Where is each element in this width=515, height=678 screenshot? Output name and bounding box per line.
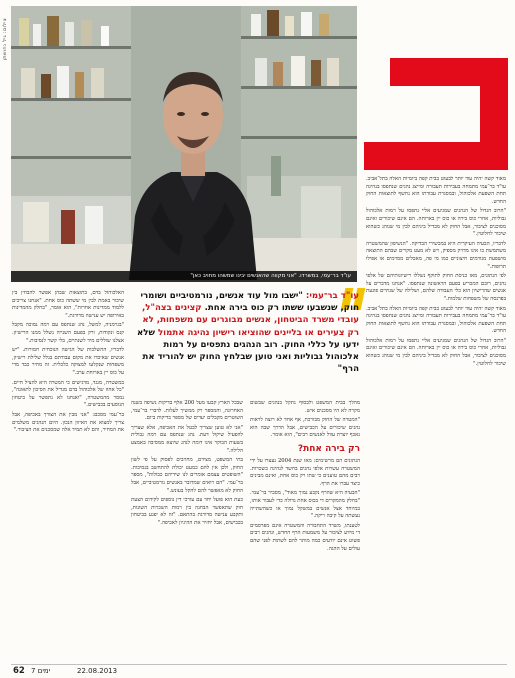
paragraph: "המטרה של החוק מבורכת, אף אחד לא רוצה לראות נהגים שיכורים על הכבישים, אבל הדרך שבה הוא נאכף יוצרת עוול לאנשים רבים", הוא אומר. [250, 417, 360, 439]
paragraph: בתי המשפט, מצידם, מחויבים לפסוק על פי לשון החוק, ולכן אין להם כמעט יכולת להתחשב בנסיבות. "השופטים עצמם אומרים לנו שידיהם כבולות", מספר בר־עמי. "הם רואים שמדובר באנשים נורמטיביים, אבל החוק לא מאפשר להם להקל בעונש." [131, 457, 243, 494]
body-column-mid-left [250, 400, 360, 660]
pull-quote-text: "ישבו מול עוד אנשים, נורמטיביים ושומרי חוק, שנשבעו ששתו רק כוס בירה אחת. [140, 291, 359, 314]
paragraph: "הבעיה היא שהרף נקבע נמוך מאוד", מסביר בר־עמי. "בחלק מהמקרים די בכוס אחת גדולה כדי לעבור אותו, במיוחד אצל אנשים במשקל נמוך או כשהשתייה נעשתה על קיבה ריקה." [250, 490, 360, 520]
paragraph: הנתונים הם מרשימים: מאז שנת 2004 נעצרו על ידי המשטרה עשרות אלפי נהגים בחשד לנהיגה בשכרות. רבים מהם טוענים כי שתו רק כוס אחת, ואינם מבינים כיצד עברו את הרף. [250, 457, 360, 487]
pull-quote-text-end: שלא ידעו על כללי החוק. רוב הנהגים נתפסים על רמות אלכוהול גבוליות ואני טוען שבלחץ החוק יש להוריד את הרף" [136, 327, 359, 375]
paragraph: לדבריו, הבעיה העיקרית היא במכשירי הבדיקה. "הנשיפון שהמשטרה משתמשת בו אינו מדויק מספיק, ויש לא מעט מקרים שבהם התוצאה מושפעת מגורמים חיצוניים כמו מי פה, מאכלים מסוימים או אפילו תרופות." [366, 240, 506, 270]
page-footer [11, 664, 507, 675]
paragraph: במשטרה, מנגד, מדגישים כי המטרה היא להציל חיים. "כל אחוז של אלכוהול בדם מגדיל את הסיכון לתאונה", נמסר מהמשטרה, "ואנחנו לא נתפשר על ביטחון הנוסעים בכבישים." [12, 379, 124, 409]
page-number: 62 [13, 666, 25, 676]
paragraph: בר־עמי מסכם: "אני מבין את הצורך באכיפה, אבל צריך למצוא את האיזון הנכון. היום הנהגים משלמים את המחיר, והם לא תמיד אלה שמסכנים את הציבור." [12, 411, 124, 434]
magazine-name: 7 ימים [31, 667, 51, 675]
photo-credit: צילום: גיל נחושתן [2, 18, 8, 61]
section-red-letter-logo [364, 58, 514, 170]
paragraph: "בגרמניה, למשל, נהג שנתפס עם רמה נמוכה מקבל קנס ונקודות, ורק בפעם השנייה נשלל ממנו הרישיון. אצלנו שוללים מיד לשנתיים, בלי קשר לנסיבות." [12, 322, 124, 344]
paragraph: מהלך בבית המשפט ולבסוף נתקל בנהגים שבשום מקרה לא היו מסכנים איש. [250, 400, 360, 414]
pull-quote [129, 290, 359, 396]
paragraph: האלכוהול בדם, בתוצאות שבהן אפשר להבחין בין שיכור באמת לבין מי ששתה כוס אחת. "אנחנו צריכים ללמוד ממדינות אחרות", הוא אומר, "בחלק מהמדינות באירופה יש ענישה מדורגת." [12, 290, 124, 319]
pull-quote-speaker: עו"ד בר־עמי: [305, 291, 359, 301]
paragraph: שבכל הארץ קבעו מעל 200 אלף בדיקות נשיפה בשנה האחרונה, והמספר רק ממשיך לעלות. לדברי בר־עמי, השוטרים מקבלים יעדים של מספר בדיקות ביום. [131, 400, 243, 422]
subhead: רק בירה אחת? [297, 443, 360, 454]
paragraph: כעת הוא פועל יחד עם עורכי דין נוספים לקידום הצעת חוק שתאפשר הבחנה בין רמות השכרות השונות, ותקבע ענישה מדורגת בהתאם. "זה לא יפגע בביטחון בכבישים, אבל יחזיר את ההיגיון לאכיפה." [131, 497, 243, 526]
issue-date: 22.08.2013 [77, 667, 118, 675]
paragraph: לפי הנתונים, מאז כניסת החוק לתוקף נשללו רישיונותיהם של אלפי נהגים, רובם המכריע בפעם הראשונה שנתפסו. "אנחנו מדברים על אנשים שהרישיון הוא כלי העבודה שלהם, ושלילה של שנתיים פוגעת בפרנסה של משפחות שלמות." [366, 273, 506, 302]
portrait-photo [11, 6, 357, 280]
lab-scene-illustration [11, 6, 357, 280]
body-column-right [366, 176, 506, 660]
paragraph: לטענתו, משרד התחבורה והמשטרה אינם מפרסמים די מידע לציבור על משמעות הרף החדש, ונהגים רבים פשוט אינם יודעים כמה מותר להם לשתות לפני שהם עולים על ההגה. [250, 522, 360, 552]
paragraph: מאוד קשה יהיה עוד יותר לבעוט בבית קפה ביומיות האלה בתל־אביב. עו"ד בר־עמי מתמחה בעבירות תעבורה ומייצג נהגים שנתפסו בנהיגה תחת השפעת אלכוהול, ובמסגרת עבודתו הוא נחשף לתוצאות החוק החדש. [366, 176, 506, 205]
body-column-left [12, 290, 124, 660]
paragraph: מאוד קשה יהיה עוד יותר לבעוט בבית קפה ביומיות האלה בתל־אביב. עו"ד בר־עמי מתמחה בעבירות תעבורה ומייצג נהגים שנתפסו בנהיגה תחת השפעת אלכוהול, ובמסגרת עבודתו הוא נחשף לתוצאות החוק החדש. [366, 305, 506, 335]
photo-caption: עו"ד בר־עמי, במשרדו. "אני מקווה שהאנשים יבינו שמשהו מחויב כאן" [11, 271, 357, 282]
paragraph: לדבריו, ההשלכות של הגישה הנוכחית חמורות. "יש אנשים שאיבדו את מקום עבודתם בגלל שלילת רישיון, משפחות שנקלעו למצוקה כלכלית. זה מחיר כבד מדי על כוס יין בארוחת ערב." [12, 347, 124, 376]
paragraph: "אני לא טוען שצריך לבטל את האכיפה, אלא שצריך להפעיל שיקול דעת. נהג שנתפס עם רמה גבולית בשעות הבוקר אינו דומה לנהג שיוצא ממסיבה באמצע הלילה." [131, 424, 243, 454]
body-column-mid [131, 400, 243, 660]
paragraph: "הרוב הגדול של הנהגים שמגיעים אליי נתפסו על רמות אלכוהול גבוליות, אחרי כוס בירה או כוס יין בארוחה. הם אינם שיכורים ואינם מסוכנים לציבור, אבל החוק לא מבדיל ביניהם לבין מי שנוהג כשהוא שיכור לחלוטין." [366, 208, 506, 238]
paragraph: "הרוב הגדול של הנהגים שמגיעים אליי נתפסו על רמות אלכוהול גבוליות, אחרי כוס בירה או כוס יין בארוחה. הם אינם שיכורים ואינם מסוכנים לציבור, אבל החוק לא מבדיל ביניהם לבין מי שנוהג כשהוא שיכור לחלוטין." [366, 337, 506, 367]
pull-quote-highlight: קצינים בצה"ל, עובדי משרד הביטחון, אנשים מבוגרים עם משפחות, לא רק צעירים או בליינים שהוציאו רישיון נהיגה אתמול [142, 303, 359, 338]
